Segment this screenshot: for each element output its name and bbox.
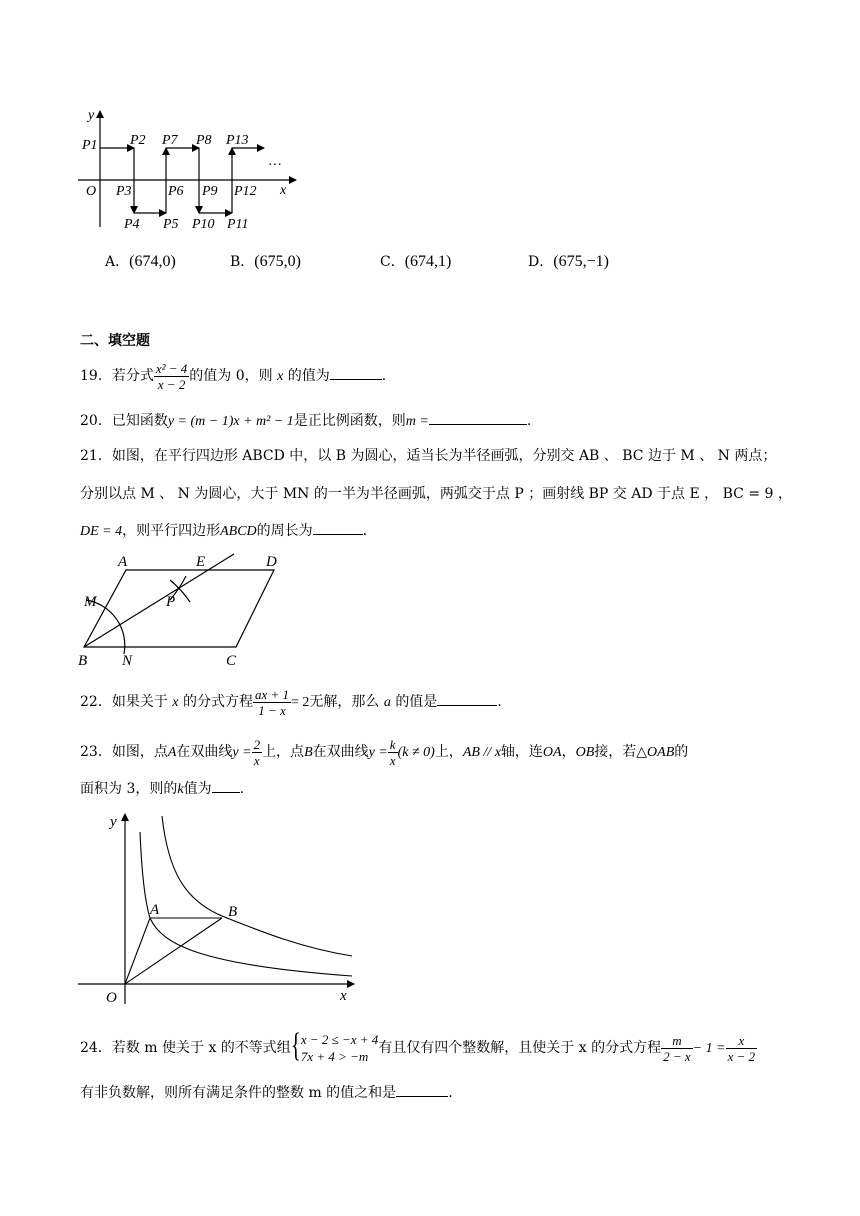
question-21-line3: DE = 4，则平行四边形ABCD的周长为 . — [80, 520, 367, 542]
q23-figure — [72, 810, 372, 1010]
q19-answer-blank[interactable] — [330, 365, 382, 380]
fig18-p7: P7 — [162, 133, 178, 148]
q22-answer-blank[interactable] — [437, 691, 497, 706]
fig21-n: N — [122, 653, 133, 669]
question-24-line1: 24．若数 m 使关于 x 的不等式组 { x − 2 ≤ −x + 4 7x + 4 > −m 有且仅有四个整数解，且使关于 x 的分式方程 $\frac{m}{2 - x}$ − 1 = $\frac{x}{x - 2}$ — [80, 1027, 756, 1064]
fig18-p8: P8 — [196, 133, 212, 148]
fig18-ellipsis: … — [268, 154, 282, 169]
inequality-system: { x − 2 ≤ −x + 4 7x + 4 > −m — [290, 1027, 379, 1064]
ray-bp — [84, 554, 234, 647]
fig21-c: C — [226, 653, 237, 669]
q21-figure — [74, 548, 294, 673]
segment-ob — [125, 918, 222, 984]
fig18-p4: P4 — [124, 217, 140, 232]
fig18-y: y — [88, 108, 95, 123]
section-title: 二、填空题 — [80, 333, 150, 349]
question-23-line2: 面积为 3，则的k值为 . — [80, 778, 244, 800]
fig18-p9: P9 — [202, 184, 218, 199]
question-20: 20．已知函数y = (m − 1)x + m² − 1是正比例函数，则m = . — [80, 410, 531, 432]
fig18-p11: P11 — [227, 217, 249, 232]
q18-figure — [70, 105, 310, 240]
fig18-p2: P2 — [130, 133, 146, 148]
fig18-p12: P12 — [234, 184, 257, 199]
option-b[interactable]: B．(675,0) — [230, 253, 301, 270]
fig18-p13: P13 — [226, 133, 249, 148]
question-19: 19．若分式 $\frac{\text{x² − 4}}{x - 2}$ 的值为 0，则 x 的值为 . — [80, 360, 387, 392]
fig18-p5: P5 — [163, 217, 179, 232]
fig21-b: B — [78, 653, 88, 669]
question-23-line1: 23．如图，点A在双曲线y = $\frac{2}{x}$ 上，点B在双曲线y = $\frac{k}{x}$ (k ≠ 0)上，AB // x轴，连OA，OB接，若△OAB的 — [80, 736, 689, 768]
fig23-x: x — [340, 988, 347, 1004]
fig23-o: O — [106, 990, 117, 1006]
fig21-p: P — [166, 594, 176, 610]
q21-answer-blank[interactable] — [313, 520, 363, 535]
question-21-line2: 分别以点 M 、 N 为圆心，大于 MN 的一半为半径画弧，两弧交于点 P ；画射线 BP 交 AD 于点 E ， BC = 9 ， — [80, 486, 792, 502]
fig18-p3: P3 — [116, 184, 132, 199]
parallelogram — [84, 570, 274, 647]
fig23-b: B — [228, 904, 238, 920]
fig21-m: M — [84, 594, 97, 610]
fig18-x: x — [280, 183, 287, 198]
hyperbola-k-over-x — [162, 816, 352, 956]
q23-answer-blank[interactable] — [212, 778, 240, 793]
question-22: 22．如果关于 x 的分式方程 $\frac{ax + 1}{1 - x}$ = 2无解，那么 a 的值是 . — [80, 686, 502, 718]
fig23-a: A — [150, 902, 160, 918]
fig23-y: y — [110, 814, 117, 830]
fig18-p6: P6 — [168, 184, 184, 199]
option-a[interactable]: A．(674,0) — [105, 253, 176, 270]
hyperbola-2-over-x — [140, 832, 352, 976]
q22-fraction: $\frac{ax + 1}{1 - x}$ — [254, 686, 289, 718]
q20-answer-blank[interactable] — [429, 410, 527, 425]
fig21-e: E — [196, 554, 206, 570]
option-d[interactable]: D．(675,−1) — [528, 253, 609, 270]
question-21-line1: 21．如图，在平行四边形 ABCD 中，以 B 为圆心，适当长为半径画弧，分别交 AB 、 BC 边于 M 、 N 两点； — [80, 448, 777, 464]
fig21-a: A — [118, 554, 128, 570]
segment-oa — [125, 918, 150, 984]
fig21-d: D — [266, 554, 277, 570]
fig18-p1: P1 — [82, 138, 98, 153]
question-24-line2: 有非负数解，则所有满足条件的整数 m 的值之和是 . — [80, 1082, 453, 1103]
q24-answer-blank[interactable] — [396, 1082, 448, 1097]
q19-fraction: $\frac{\text{x² − 4}}{x - 2}$ — [155, 360, 188, 392]
fig18-p10: P10 — [192, 217, 215, 232]
fig18-o: O — [86, 184, 97, 199]
option-c[interactable]: C．(674,1) — [380, 253, 452, 270]
